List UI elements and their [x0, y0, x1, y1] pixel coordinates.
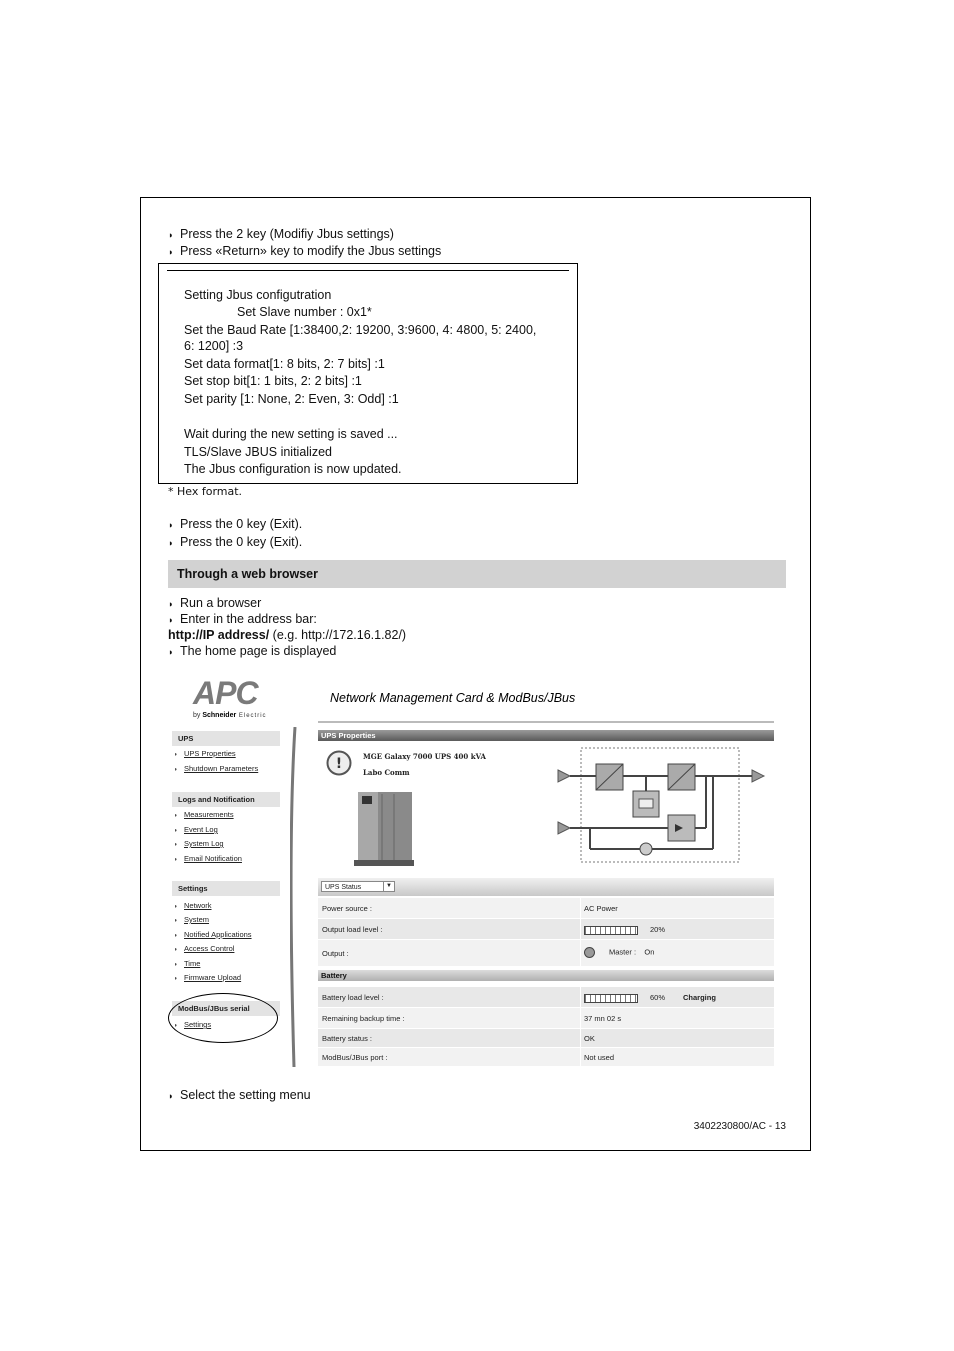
footnote: * Hex format.	[168, 485, 243, 498]
terminal-box: Setting Jbus configutration Set Slave number : 0x1* Set the Baud Rate [1:38400,2: 19200, 3:9600, 4: 4800, 5: 2400, 6: 1200] :3 Set data format[1: 8 bits, 2: 7 bits] :1 Set stop bit[1: 1 bits, 2: 2 bits] :1 Set parity [1: None, 2: Even, 3: Odd] :1 Wait during the new setting is saved ... TLS/Slave JBUS initialized The Jbus configuration is now updated.	[158, 263, 578, 484]
address-example: http://IP address/ (e.g. http://172.16.1.82/)	[168, 628, 407, 642]
section-header: Through a web browser	[168, 560, 786, 588]
menu-item-ups-properties[interactable]: ◗ UPS Properties	[174, 749, 236, 758]
highlight-oval	[168, 993, 278, 1043]
step-exit-2: ◗ Press the 0 key (Exit).	[168, 535, 303, 549]
menu-item-modbus-settings[interactable]: ◗ Settings	[174, 1020, 212, 1029]
sidebar-divider	[290, 727, 298, 1071]
menu-item-shutdown-parameters[interactable]: ◗ Shutdown Parameters	[174, 764, 259, 773]
menu-header-logs: Logs and Notification	[172, 792, 280, 807]
menu-item-system-log[interactable]: ◗ System Log	[174, 839, 224, 848]
step-exit-1: ◗ Press the 0 key (Exit).	[168, 517, 303, 531]
ups-status-select[interactable]: UPS Status ▼	[321, 881, 395, 892]
logo-subtitle: by Schneider Electric	[193, 712, 267, 719]
chevron-down-icon: ▼	[383, 882, 394, 891]
menu-item-measurements[interactable]: ◗ Measurements	[174, 810, 234, 819]
step-run-browser: ◗ Run a browser	[168, 596, 262, 610]
web-ui-screenshot	[168, 675, 774, 1071]
menu-item-email-notification[interactable]: ◗ Email Notification	[174, 854, 242, 863]
ups-model: MGE Galaxy 7000 UPS 400 kVA	[363, 752, 486, 761]
battery-header: Battery	[318, 970, 774, 981]
menu-item-system[interactable]: ◗ System	[174, 915, 210, 924]
row-output-load: Output load level : 20%	[318, 919, 774, 940]
ups-cabinet-image	[354, 790, 414, 866]
apc-logo: APC	[193, 675, 258, 711]
step-address-bar: ◗ Enter in the address bar:	[168, 612, 317, 626]
menu-header-settings: Settings	[172, 881, 280, 896]
step-press-return: ◗ Press «Return» key to modify the Jbus settings	[168, 244, 442, 258]
step-home-page: ◗ The home page is displayed	[168, 644, 337, 658]
output-load-bar	[584, 926, 638, 935]
row-battery-status: Battery status : OK	[318, 1029, 774, 1048]
row-battery-load: Battery load level : 60% Charging	[318, 987, 774, 1008]
menu-header-ups: UPS	[172, 731, 280, 746]
row-power-source: Power source : AC Power	[318, 898, 774, 919]
ups-synoptic-diagram	[556, 747, 766, 865]
output-status-icon	[584, 947, 595, 958]
menu-item-event-log[interactable]: ◗ Event Log	[174, 825, 218, 834]
ups-location: Labo Comm	[363, 768, 410, 777]
battery-load-bar	[584, 994, 638, 1003]
step-press-2: ◗ Press the 2 key (Modifiy Jbus settings)	[168, 227, 394, 241]
menu-item-access-control[interactable]: ◗ Access Control	[174, 944, 235, 953]
row-modbus-port: ModBus/JBus port : Not used	[318, 1048, 774, 1067]
ups-properties-header: UPS Properties	[318, 730, 774, 741]
app-title: Network Management Card & ModBus/JBus	[330, 691, 576, 705]
menu-item-network[interactable]: ◗ Network	[174, 901, 212, 910]
menu-item-notified-applications[interactable]: ◗ Notified Applications	[174, 930, 252, 939]
row-output: Output : Master : On	[318, 940, 774, 967]
warning-icon	[326, 750, 352, 776]
svg-text:!: !	[335, 756, 343, 772]
row-backup-time: Remaining backup time : 37 mn 02 s	[318, 1008, 774, 1029]
menu-item-firmware-upload[interactable]: ◗ Firmware Upload	[174, 973, 242, 982]
page-footer: 3402230800/AC - 13	[693, 1121, 786, 1132]
menu-item-time[interactable]: ◗ Time	[174, 959, 201, 968]
step-select-setting: ◗ Select the setting menu	[168, 1088, 311, 1102]
menu-header-modbus: ModBus/JBus serial	[172, 1001, 280, 1016]
